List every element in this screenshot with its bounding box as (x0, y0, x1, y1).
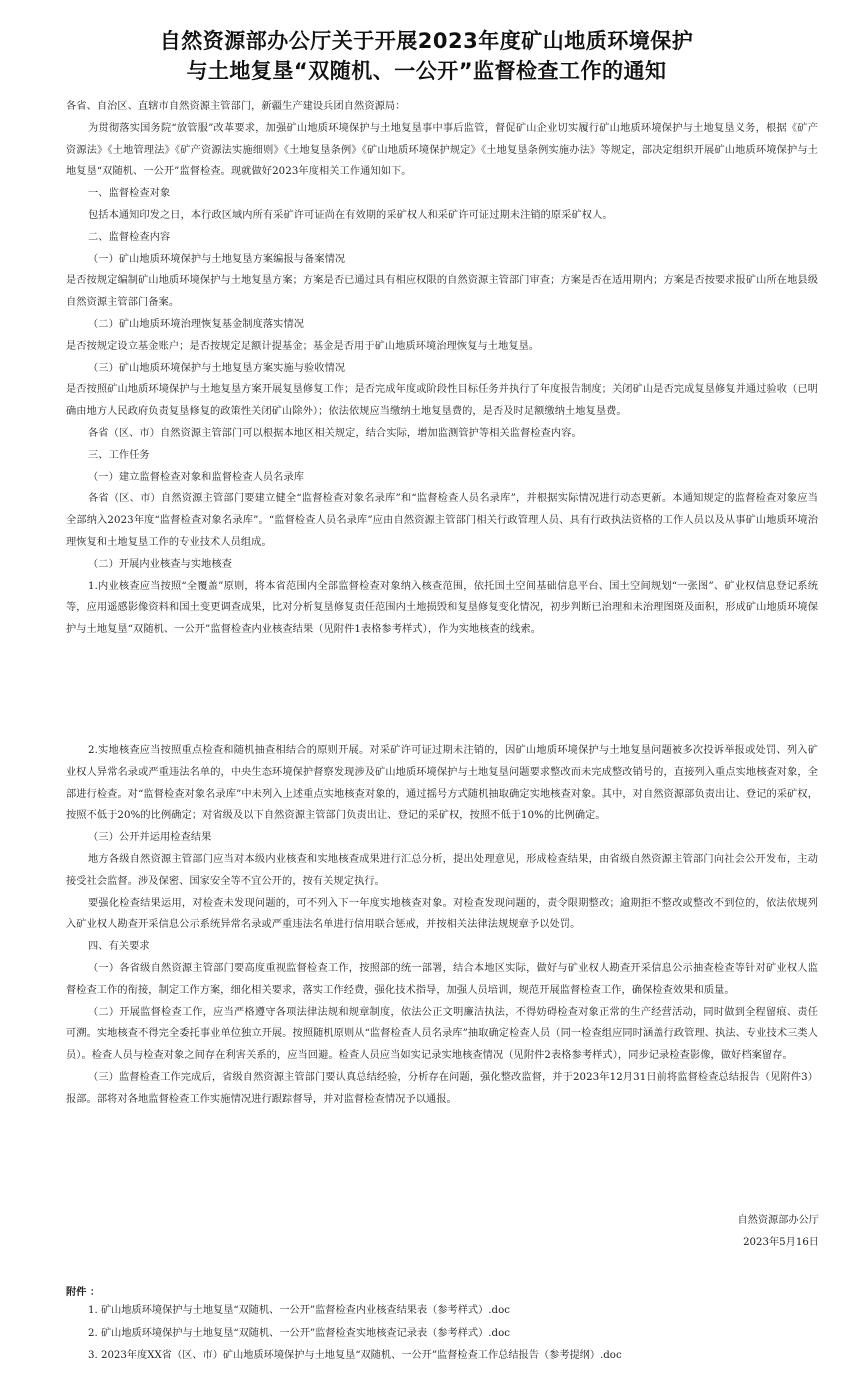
paragraph: （三）矿山地质环境保护与土地复垦方案实施与验收情况 (88, 362, 346, 374)
paragraph: （三）公开并运用检查结果 (88, 832, 212, 844)
paragraph: 二、监督检查内容 (88, 231, 171, 243)
paragraph: （三）监督检查工作完成后，省级自然资源主管部门要认真总结经验，分析存在问题，强化整改监督，并于2023年12月31日前将监督检查总结报告（见附件3）报部。部将对各地监督检查工作实施情况进行跟踪督导，并对监督检查情况予以通报。 (66, 1071, 818, 1105)
paragraph: （一）各省级自然资源主管部门要高度重视监督检查工作，按照部的统一部署，结合本地区实际，做好与矿业权人勘查开采信息公示抽查检查等针对矿业权人监督检查工作的衔接，制定工作方案，细化相关要求，落实工作经费，强化技术指导，加强人员培训，规范开展监督检查工作，确保检查效果和质量。 (66, 962, 818, 996)
paragraph: 是否按照矿山地质环境保护与土地复垦方案开展复垦修复工作；是否完成年度或阶段性目标任务并执行了年度报告制度；关闭矿山是否完成复垦修复并通过验收（已明确由地方人民政府负责复垦修复的政策性关闭矿山除外）；依法依规应当缴纳土地复垦费的，是否及时足额缴纳土地复垦费。 (66, 384, 818, 418)
paragraph: 2.实地核查应当按照重点检查和随机抽查相结合的原则开展。对采矿许可证过期未注销的，因矿山地质环境保护与土地复垦问题被多次投诉举报或处罚、列入矿业权人异常名录或严重违法名单的，中央生态环境保护督察发现涉及矿山地质环境保护与土地复垦问题要求整改而未完成整改销号的，直接列入重点实地核查对象，全部进行检查。对“监督检查对象名录库”中未列入上述重点实地核查对象的，通过摇号方式随机抽取确定实地核查对象。其中，对自然资源部负责出让、登记的采矿权，按照不低于20%的比例确定；对省级及以下自然资源主管部门负责出让、登记的采矿权，按照不低于10%的比例确定。 (66, 745, 818, 822)
paragraph: 是否按规定设立基金账户；是否按规定足额计提基金；基金是否用于矿山地质环境治理恢复与土地复垦。 (66, 340, 540, 352)
attachment-link[interactable]: 2. 矿山地质环境保护与土地复垦“双随机、一公开”监督检查实地核查记录表（参考样式）.doc (88, 1327, 510, 1339)
paragraph: （二）开展监督检查工作，应当严格遵守各项法律法规和规章制度，依法公正文明廉洁执法，不得妨碍检查对象正常的生产经营活动，同时做到全程留痕、责任可溯。实地核查不得完全委托事业单位独立开展。按照随机原则从“监督检查人员名录库”抽取确定检查人员（同一检查组应同时涵盖行政管理、执法、专业技术三类人员）。检查人员与检查对象之间存在利害关系的，应当回避。检查人员应当如实记录实地核查情况（见附件2表格参考样式），同步记录检查影像，做好档案留存。 (66, 1006, 818, 1062)
notice-title-line-2: 与土地复垦“双随机、一公开”监督检查工作的通知 (186, 59, 667, 83)
attachments-list (88, 1300, 828, 1368)
paragraph: 各省（区、市）自然资源主管部门要建立健全“监督检查对象名录库”和“监督检查人员名录库”，并根据实际情况进行动态更新。本通知规定的监督检查对象应当全部纳入2023年度“监督检查对象名录库”。“监督检查人员名录库”应由自然资源主管部门相关行政管理人员、具有行政执法资格的工作人员以及从事矿山地质环境治理恢复和土地复垦工作的专业技术人员组成。 (66, 493, 818, 548)
notice-body-part-1 (66, 96, 818, 641)
notice-title-line-1: 自然资源部办公厅关于开展2023年度矿山地质环境保护 (159, 29, 694, 53)
paragraph: 1.内业核查应当按照“全覆盖”原则，将本省范围内全部监督检查对象纳入核查范围，依托国土空间基础信息平台、国土空间规划“一张图”、矿业权信息登记系统等，应用遥感影像资料和国土变更调查成果，比对分析复垦修复责任范围内土地损毁和复垦修复变化情况，初步判断已治理和未治理图斑及面积，形成矿山地质环境保护与土地复垦“双随机、一公开”监督检查内业核查结果（见附件1表格参考样式），作为实地核查的线索。 (66, 580, 818, 636)
paragraph: 地方各级自然资源主管部门应当对本级内业核查和实地核查成果进行汇总分析，提出处理意见，形成检查结果，由省级自然资源主管部门向社会公开发布，主动接受社会监督。涉及保密、国家安全等不宜公开的，按有关规定执行。 (66, 853, 818, 887)
paragraph: 一、监督检查对象 (88, 188, 171, 200)
paragraph: 包括本通知印发之日，本行政区域内所有采矿许可证尚在有效期的采矿权人和采矿许可证过期未注销的原采矿权人。 (88, 209, 613, 221)
attachment-link[interactable]: 3. 2023年度XX省（区、市）矿山地质环境保护与土地复垦“双随机、一公开”监督检查工作总结报告（参考提纲）.doc (88, 1350, 622, 1361)
issuer-signature: 自然资源部办公厅 (737, 1215, 819, 1226)
paragraph: （一）建立监督检查对象和监督检查人员名录库 (88, 471, 305, 483)
issue-date: 2023年5月16日 (743, 1237, 819, 1248)
paragraph: 各省、自治区、直辖市自然资源主管部门，新疆生产建设兵团自然资源局： (66, 101, 406, 112)
paragraph: 是否按规定编制矿山地质环境保护与土地复垦方案；方案是否已通过具有相应权限的自然资源主管部门审查；方案是否在适用期内；方案是否按要求报矿山所在地县级自然资源主管部门备案。 (66, 275, 818, 309)
paragraph: （二）开展内业核查与实地核查 (88, 558, 233, 570)
paragraph: （二）矿山地质环境治理恢复基金制度落实情况 (88, 318, 305, 330)
paragraph: 要强化检查结果运用，对检查未发现问题的，可不列入下一年度实地核查对象。对检查发现问题的，责令限期整改；逾期拒不整改或整改不到位的，依法依规列入矿业权人勘查开采信息公示系统异常名录或严重违法名单进行信用联合惩戒，并按相关法律法规规章予以处罚。 (66, 897, 818, 931)
paragraph: 三、工作任务 (88, 449, 150, 461)
paragraph: （一）矿山地质环境保护与土地复垦方案编报与备案情况 (88, 253, 346, 265)
notice-body-part-2 (66, 740, 818, 1111)
attachment-link[interactable]: 1. 矿山地质环境保护与土地复垦“双随机、一公开”监督检查内业核查结果表（参考样式）.doc (88, 1305, 510, 1316)
paragraph: 为贯彻落实国务院“放管服”改革要求，加强矿山地质环境保护与土地复垦事中事后监管，督促矿山企业切实履行矿山地质环境保护与土地复垦义务，根据《矿产资源法》《土地管理法》《矿产资源法实施细则》《土地复垦条例》《矿山地质环境保护规定》《土地复垦条例实施办法》等规定，部决定组织开展矿山地质环境保护与土地复垦“双随机、一公开”监督检查。现就做好2023年度相关工作通知如下。 (66, 122, 818, 178)
paragraph: 四、有关要求 (88, 941, 150, 953)
attachments-label: 附件 ： (66, 1286, 101, 1298)
paragraph: 各省（区、市）自然资源主管部门可以根据本地区相关规定，结合实际，增加监测管护等相关监督检查内容。 (88, 427, 582, 439)
